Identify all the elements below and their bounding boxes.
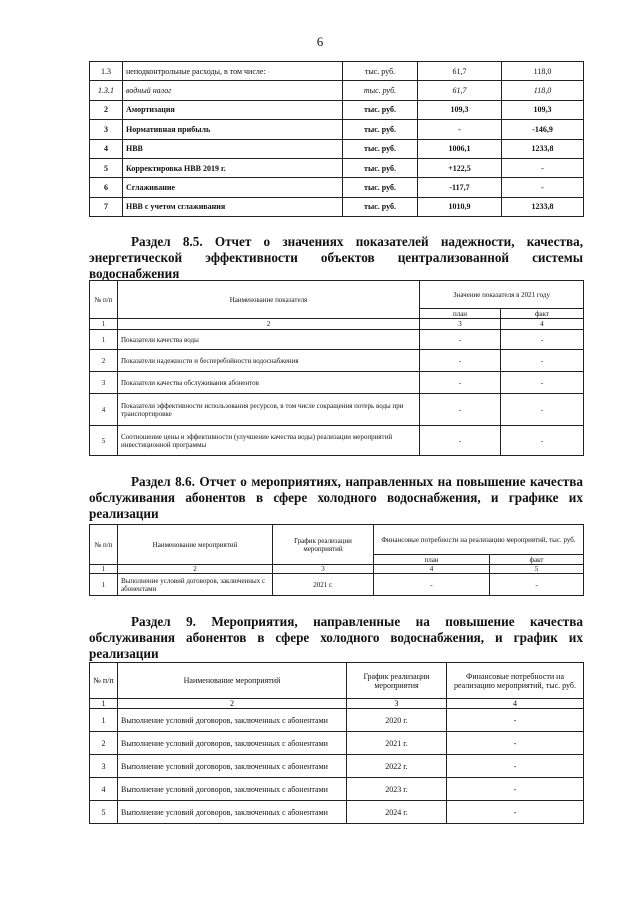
table-row [90, 732, 584, 755]
fact-value: - [490, 574, 584, 596]
value-cell: 1010,9 [418, 197, 502, 216]
row-number: 5 [90, 801, 118, 824]
table-row [90, 62, 584, 81]
header-index: 1 [90, 699, 118, 709]
row-number: 4 [90, 394, 118, 426]
fact-value: - [501, 330, 584, 350]
header-index: 2 [118, 565, 273, 574]
unit-cell: тыс. руб. [343, 120, 418, 139]
row-number: 4 [90, 778, 118, 801]
plan-value: - [374, 574, 490, 596]
reliability-indicators-table [89, 280, 584, 456]
header-index: 1 [90, 319, 118, 330]
activity-name: Выполнение условий договоров, заключенных с абонентами [118, 732, 347, 755]
activity-name: Выполнение условий договоров, заключенных с абонентами [118, 778, 347, 801]
value-cell: +122,5 [418, 158, 502, 177]
header-name: Наименование показателя [118, 281, 420, 319]
section-8-6-title: Раздел 8.6. Отчет о мероприятиях, направленных на повышение качества обслуживания абонентов в сфере холодного водоснабжения, и графике их реализации [89, 474, 583, 521]
value-cell: 118,0 [502, 62, 584, 81]
schedule-value: 2022 г. [347, 755, 447, 778]
table-row [90, 197, 584, 216]
row-number: 2 [90, 732, 118, 755]
value-cell: - [502, 158, 584, 177]
value-cell: 118,0 [502, 81, 584, 100]
plan-value: - [420, 330, 501, 350]
plan-value: - [420, 426, 501, 456]
section-8-5-title: Раздел 8.5. Отчет о значениях показателей надежности, качества, энергетической эффективности объектов централизованной системы водоснабжения [89, 234, 583, 281]
row-number: 1 [90, 709, 118, 732]
row-number: 5 [90, 158, 123, 177]
table-row [90, 330, 584, 350]
activity-name: Выполнение условий договоров, заключенных с абонентами [118, 709, 347, 732]
unit-cell: тыс. руб. [343, 81, 418, 100]
table-row [90, 178, 584, 197]
unit-cell: тыс. руб. [343, 197, 418, 216]
indicator-name: водный налог [123, 81, 343, 100]
unit-cell: тыс. руб. [343, 62, 418, 81]
value-cell: 1233,8 [502, 197, 584, 216]
value-cell: 1233,8 [502, 139, 584, 158]
schedule-value: 2023 г. [347, 778, 447, 801]
row-number: 3 [90, 372, 118, 394]
plan-value: - [420, 394, 501, 426]
value-cell: -117,7 [418, 178, 502, 197]
header-index: 5 [490, 565, 584, 574]
row-number: 1 [90, 330, 118, 350]
header-index: 4 [447, 699, 584, 709]
header-finance: Финансовые потребности на реализацию мероприятий, тыс. руб. [374, 525, 584, 555]
header-index: 4 [374, 565, 490, 574]
finance-value: - [447, 801, 584, 824]
finance-value: - [447, 778, 584, 801]
row-number: 2 [90, 100, 123, 119]
indicator-name: НВВ [123, 139, 343, 158]
plan-value: - [420, 372, 501, 394]
unit-cell: тыс. руб. [343, 139, 418, 158]
schedule-value: 2021 г. [347, 732, 447, 755]
table-row [90, 778, 584, 801]
table-row [90, 801, 584, 824]
value-cell: 1006,1 [418, 139, 502, 158]
activity-name: Выполнение условий договоров, заключенных с абонентами [118, 574, 273, 596]
header-index: 1 [90, 565, 118, 574]
schedule-value: 2021 г. [273, 574, 374, 596]
table-row [90, 139, 584, 158]
value-cell: 109,3 [418, 100, 502, 119]
header-num: № п/п [90, 281, 118, 319]
header-index: 2 [118, 319, 420, 330]
table-row [90, 709, 584, 732]
unit-cell: тыс. руб. [343, 178, 418, 197]
indicator-name: НВВ с учетом сглаживания [123, 197, 343, 216]
indicator-name: Амортизация [123, 100, 343, 119]
table-row [90, 574, 584, 596]
unit-cell: тыс. руб. [343, 158, 418, 177]
activities-report-table [89, 524, 584, 596]
header-schedule: График реализации мероприятия [347, 663, 447, 699]
header-index: 4 [501, 319, 584, 330]
header-index: 3 [347, 699, 447, 709]
financial-indicators-table [89, 61, 584, 217]
section-8-6-heading [89, 474, 583, 522]
header-fact: факт [490, 555, 584, 565]
indicator-name: неподконтрольные расходы, в том числе: [123, 62, 343, 81]
table-row [90, 100, 584, 119]
indicator-name: Показатели эффективности использования ресурсов, в том числе сокращения потерь воды при транспортировке [118, 394, 420, 426]
header-num: № п/п [90, 525, 118, 565]
header-index: 3 [273, 565, 374, 574]
table-row [90, 755, 584, 778]
row-number: 6 [90, 178, 123, 197]
fact-value: - [501, 372, 584, 394]
table-row [90, 120, 584, 139]
table-row [90, 81, 584, 100]
header-schedule: График реализации мероприятий [273, 525, 374, 565]
value-cell: 61,7 [418, 62, 502, 81]
header-value: Значение показателя в 2021 году [420, 281, 584, 309]
indicator-name: Показатели качества обслуживания абонентов [118, 372, 420, 394]
indicator-name: Соотношение цены и эффективности (улучшение качества воды) реализации мероприятий инвестиционной программы [118, 426, 420, 456]
header-index: 2 [118, 699, 347, 709]
header-name: Наименование мероприятий [118, 663, 347, 699]
indicator-name: Корректировка НВВ 2019 г. [123, 158, 343, 177]
section-9-title: Раздел 9. Мероприятия, направленные на повышение качества обслуживания абонентов в сфере холодного водоснабжения, и график их реализации [89, 614, 583, 661]
header-index: 3 [420, 319, 501, 330]
header-plan: план [420, 309, 501, 319]
finance-value: - [447, 709, 584, 732]
indicator-name: Нормативная прибыль [123, 120, 343, 139]
row-number: 7 [90, 197, 123, 216]
row-number: 4 [90, 139, 123, 158]
fact-value: - [501, 394, 584, 426]
fact-value: - [501, 350, 584, 372]
value-cell: 109,3 [502, 100, 584, 119]
table-row [90, 158, 584, 177]
activities-schedule-table [89, 662, 584, 824]
finance-value: - [447, 732, 584, 755]
value-cell: -146,9 [502, 120, 584, 139]
indicator-name: Сглаживание [123, 178, 343, 197]
schedule-value: 2024 г. [347, 801, 447, 824]
schedule-value: 2020 г. [347, 709, 447, 732]
value-cell: 61,7 [418, 81, 502, 100]
plan-value: - [420, 350, 501, 372]
section-8-5-heading [89, 234, 583, 282]
fact-value: - [501, 426, 584, 456]
row-number: 2 [90, 350, 118, 372]
table-row [90, 394, 584, 426]
indicator-name: Показатели качества воды [118, 330, 420, 350]
page-number: 6 [316, 34, 324, 49]
row-number: 1 [90, 574, 118, 596]
section-9-heading [89, 614, 583, 662]
unit-cell: тыс. руб. [343, 100, 418, 119]
header-finance: Финансовые потребности на реализацию мероприятий, тыс. руб. [447, 663, 584, 699]
table-row [90, 372, 584, 394]
value-cell: - [418, 120, 502, 139]
header-plan: план [374, 555, 490, 565]
header-name: Наименование мероприятий [118, 525, 273, 565]
activity-name: Выполнение условий договоров, заключенных с абонентами [118, 755, 347, 778]
row-number: 3 [90, 120, 123, 139]
indicator-name: Показатели надежности и бесперебойности водоснабжения [118, 350, 420, 372]
row-number: 5 [90, 426, 118, 456]
row-number: 1.3.1 [90, 81, 123, 100]
row-number: 1.3 [90, 62, 123, 81]
header-num: № п/п [90, 663, 118, 699]
row-number: 3 [90, 755, 118, 778]
activity-name: Выполнение условий договоров, заключенных с абонентами [118, 801, 347, 824]
finance-value: - [447, 755, 584, 778]
table-row [90, 426, 584, 456]
value-cell: - [502, 178, 584, 197]
header-fact: факт [501, 309, 584, 319]
table-row [90, 350, 584, 372]
